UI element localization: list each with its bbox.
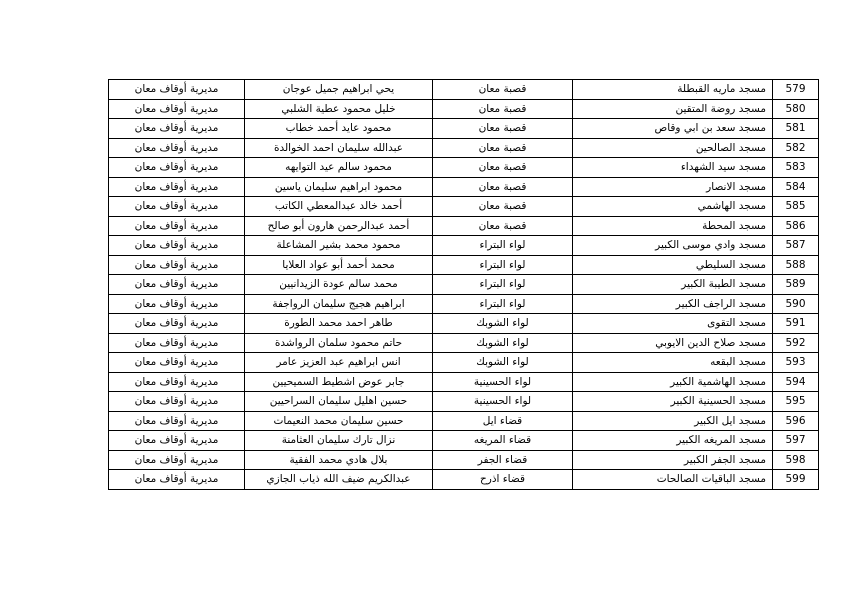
- table-row: [109, 119, 819, 139]
- person-name-cell: أحمد خالد عبدالمعطي الكاتب: [245, 197, 433, 217]
- row-number-cell: 591: [773, 314, 819, 334]
- person-name-cell: محمود ابراهيم سليمان ياسين: [245, 177, 433, 197]
- directorate-cell: مديرية أوقاف معان: [109, 333, 245, 353]
- directorate-cell: مديرية أوقاف معان: [109, 197, 245, 217]
- table-row: [109, 80, 819, 100]
- table-row: [109, 99, 819, 119]
- directorate-cell: مديرية أوقاف معان: [109, 80, 245, 100]
- district-cell: قضاء المريغه: [433, 431, 573, 451]
- directorate-cell: مديرية أوقاف معان: [109, 138, 245, 158]
- district-cell: لواء الشوبك: [433, 353, 573, 373]
- mosque-name-cell: مسجد الراجف الكبير: [573, 294, 773, 314]
- row-number-cell: 582: [773, 138, 819, 158]
- table-row: [109, 470, 819, 490]
- person-name-cell: حاتم محمود سلمان الرواشدة: [245, 333, 433, 353]
- mosque-registry-table: [108, 79, 819, 490]
- mosque-name-cell: مسجد المريغه الكبير: [573, 431, 773, 451]
- person-name-cell: محمد سالم عودة الزيدانيين: [245, 275, 433, 295]
- district-cell: لواء البتراء: [433, 255, 573, 275]
- directorate-cell: مديرية أوقاف معان: [109, 372, 245, 392]
- directorate-cell: مديرية أوقاف معان: [109, 411, 245, 431]
- district-cell: قصبة معان: [433, 138, 573, 158]
- mosque-name-cell: مسجد صلاح الدين الايوبي: [573, 333, 773, 353]
- mosque-name-cell: مسجد الحسينية الكبير: [573, 392, 773, 412]
- mosque-name-cell: مسجد السليطي: [573, 255, 773, 275]
- table-row: [109, 197, 819, 217]
- mosque-name-cell: مسجد سيد الشهداء: [573, 158, 773, 178]
- row-number-cell: 583: [773, 158, 819, 178]
- person-name-cell: محمود عايد أحمد خطاب: [245, 119, 433, 139]
- person-name-cell: نزال تارك سليمان العثامنة: [245, 431, 433, 451]
- table-row: [109, 431, 819, 451]
- district-cell: لواء الشوبك: [433, 333, 573, 353]
- directorate-cell: مديرية أوقاف معان: [109, 353, 245, 373]
- directorate-cell: مديرية أوقاف معان: [109, 294, 245, 314]
- mosque-name-cell: مسجد الجفر الكبير: [573, 450, 773, 470]
- mosque-name-cell: مسجد التقوى: [573, 314, 773, 334]
- directorate-cell: مديرية أوقاف معان: [109, 99, 245, 119]
- mosque-name-cell: مسجد الهاشمية الكبير: [573, 372, 773, 392]
- directorate-cell: مديرية أوقاف معان: [109, 177, 245, 197]
- district-cell: قضاء اذرح: [433, 470, 573, 490]
- mosque-name-cell: مسجد ايل الكبير: [573, 411, 773, 431]
- row-number-cell: 586: [773, 216, 819, 236]
- row-number-cell: 597: [773, 431, 819, 451]
- directorate-cell: مديرية أوقاف معان: [109, 431, 245, 451]
- row-number-cell: 596: [773, 411, 819, 431]
- person-name-cell: محمود محمد بشير المشاعلة: [245, 236, 433, 256]
- table-row: [109, 177, 819, 197]
- mosque-name-cell: مسجد وادي موسى الكبير: [573, 236, 773, 256]
- table-row: [109, 138, 819, 158]
- directorate-cell: مديرية أوقاف معان: [109, 236, 245, 256]
- district-cell: قصبة معان: [433, 177, 573, 197]
- table-row: [109, 333, 819, 353]
- table-body: [109, 80, 819, 490]
- person-name-cell: انس ابراهيم عبد العزيز عامر: [245, 353, 433, 373]
- person-name-cell: ابراهيم هجيج سليمان الرواجفة: [245, 294, 433, 314]
- directorate-cell: مديرية أوقاف معان: [109, 255, 245, 275]
- district-cell: قصبة معان: [433, 119, 573, 139]
- district-cell: لواء الشوبك: [433, 314, 573, 334]
- directorate-cell: مديرية أوقاف معان: [109, 158, 245, 178]
- district-cell: لواء الحسينية: [433, 392, 573, 412]
- district-cell: لواء الحسينية: [433, 372, 573, 392]
- person-name-cell: عبدالله سليمان احمد الخوالدة: [245, 138, 433, 158]
- district-cell: لواء البتراء: [433, 294, 573, 314]
- person-name-cell: يحي ابراهيم جميل عوجان: [245, 80, 433, 100]
- mosque-name-cell: مسجد المحطة: [573, 216, 773, 236]
- directorate-cell: مديرية أوقاف معان: [109, 119, 245, 139]
- district-cell: قضاء الجفر: [433, 450, 573, 470]
- table-row: [109, 392, 819, 412]
- person-name-cell: عبدالكريم ضيف الله ذياب الجازي: [245, 470, 433, 490]
- table-row: [109, 411, 819, 431]
- table-row: [109, 275, 819, 295]
- directorate-cell: مديرية أوقاف معان: [109, 216, 245, 236]
- person-name-cell: محمد أحمد أبو عواد العلايا: [245, 255, 433, 275]
- table-row: [109, 353, 819, 373]
- table-row: [109, 450, 819, 470]
- directorate-cell: مديرية أوقاف معان: [109, 450, 245, 470]
- row-number-cell: 594: [773, 372, 819, 392]
- row-number-cell: 579: [773, 80, 819, 100]
- district-cell: قصبة معان: [433, 197, 573, 217]
- person-name-cell: طاهر احمد محمد الطورة: [245, 314, 433, 334]
- directorate-cell: مديرية أوقاف معان: [109, 314, 245, 334]
- row-number-cell: 592: [773, 333, 819, 353]
- row-number-cell: 599: [773, 470, 819, 490]
- mosque-name-cell: مسجد ماريه القبطلة: [573, 80, 773, 100]
- table-row: [109, 294, 819, 314]
- person-name-cell: جابر عوض اشطيط السميحيين: [245, 372, 433, 392]
- person-name-cell: حسين اهليل سليمان السراحيين: [245, 392, 433, 412]
- mosque-name-cell: مسجد الباقيات الصالحات: [573, 470, 773, 490]
- district-cell: لواء البتراء: [433, 275, 573, 295]
- table-row: [109, 255, 819, 275]
- mosque-name-cell: مسجد البقعه: [573, 353, 773, 373]
- district-cell: قصبة معان: [433, 158, 573, 178]
- table-row: [109, 236, 819, 256]
- district-cell: قضاء ايل: [433, 411, 573, 431]
- district-cell: قصبة معان: [433, 216, 573, 236]
- person-name-cell: حسين سليمان محمد النعيمات: [245, 411, 433, 431]
- row-number-cell: 581: [773, 119, 819, 139]
- row-number-cell: 588: [773, 255, 819, 275]
- mosque-name-cell: مسجد الانصار: [573, 177, 773, 197]
- mosque-name-cell: مسجد سعد بن ابي وقاص: [573, 119, 773, 139]
- row-number-cell: 589: [773, 275, 819, 295]
- table-row: [109, 372, 819, 392]
- directorate-cell: مديرية أوقاف معان: [109, 470, 245, 490]
- person-name-cell: بلال هادي محمد الفقية: [245, 450, 433, 470]
- person-name-cell: محمود سالم عيد التوايهه: [245, 158, 433, 178]
- directorate-cell: مديرية أوقاف معان: [109, 275, 245, 295]
- row-number-cell: 587: [773, 236, 819, 256]
- directorate-cell: مديرية أوقاف معان: [109, 392, 245, 412]
- mosque-name-cell: مسجد الطيبة الكبير: [573, 275, 773, 295]
- district-cell: قصبة معان: [433, 99, 573, 119]
- table-row: [109, 216, 819, 236]
- row-number-cell: 585: [773, 197, 819, 217]
- table-row: [109, 314, 819, 334]
- row-number-cell: 598: [773, 450, 819, 470]
- person-name-cell: خليل محمود عطية الشلبي: [245, 99, 433, 119]
- district-cell: قصبة معان: [433, 80, 573, 100]
- district-cell: لواء البتراء: [433, 236, 573, 256]
- row-number-cell: 584: [773, 177, 819, 197]
- row-number-cell: 580: [773, 99, 819, 119]
- mosque-name-cell: مسجد الصالحين: [573, 138, 773, 158]
- person-name-cell: أحمد عبدالرحمن هارون أبو صالح: [245, 216, 433, 236]
- row-number-cell: 590: [773, 294, 819, 314]
- table-row: [109, 158, 819, 178]
- mosque-name-cell: مسجد الهاشمي: [573, 197, 773, 217]
- mosque-name-cell: مسجد روضة المتقين: [573, 99, 773, 119]
- row-number-cell: 595: [773, 392, 819, 412]
- row-number-cell: 593: [773, 353, 819, 373]
